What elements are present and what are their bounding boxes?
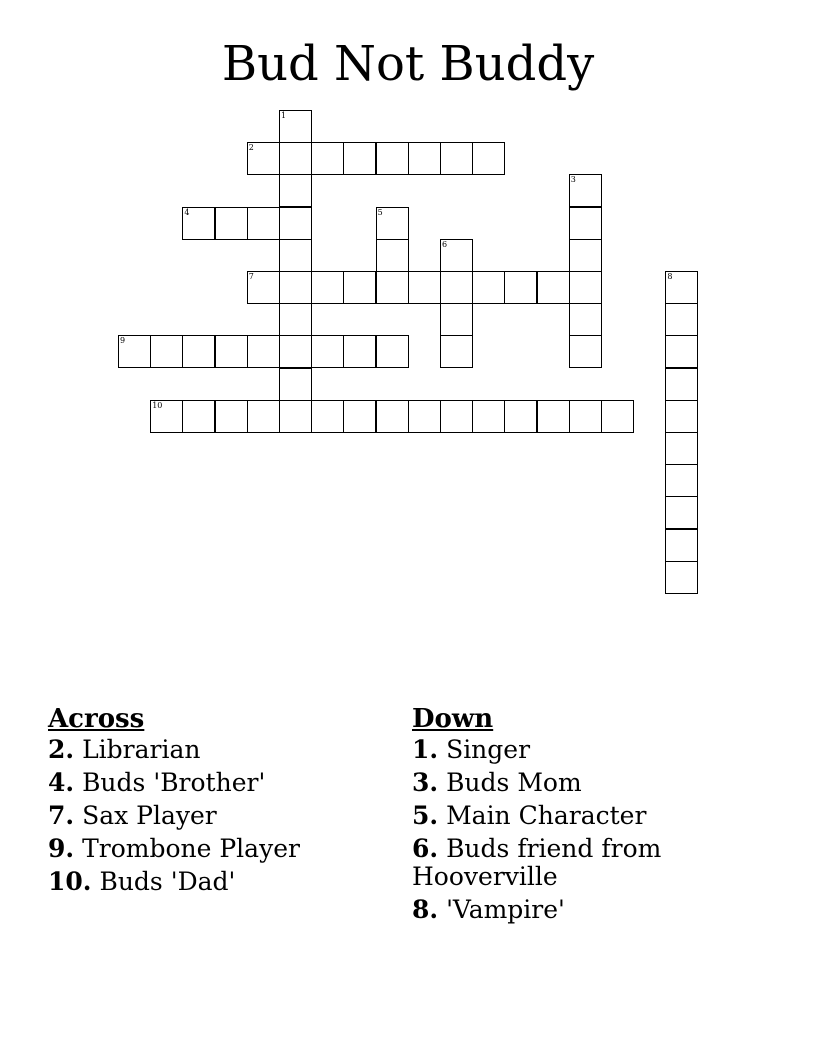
grid-cell[interactable]	[472, 400, 505, 433]
cell-number: 10	[152, 400, 163, 410]
grid-cell[interactable]	[408, 142, 441, 175]
grid-cell[interactable]	[279, 110, 312, 143]
clue-down-8	[412, 896, 752, 924]
grid-cell[interactable]	[665, 496, 698, 529]
grid-cell[interactable]	[665, 303, 698, 336]
grid-cell[interactable]	[408, 400, 441, 433]
grid-cell[interactable]	[665, 400, 698, 433]
grid-cell[interactable]	[472, 271, 505, 304]
grid-cell[interactable]	[665, 432, 698, 465]
grid-cell[interactable]	[215, 335, 248, 368]
grid-cell[interactable]	[665, 529, 698, 562]
clue-number: 2.	[48, 735, 75, 764]
clue-text: 'Vampire'	[446, 895, 565, 924]
grid-cell[interactable]	[182, 335, 215, 368]
grid-cell[interactable]	[311, 400, 344, 433]
cell-number: 9	[120, 336, 126, 346]
grid-cell[interactable]	[343, 142, 376, 175]
clue-down-1	[412, 736, 752, 764]
across-clues	[48, 704, 388, 901]
grid-cell[interactable]	[376, 400, 409, 433]
clue-text: Buds 'Dad'	[99, 867, 236, 896]
grid-cell[interactable]	[279, 271, 312, 304]
grid-cell[interactable]	[343, 335, 376, 368]
clue-number: 5.	[412, 801, 439, 830]
clue-down-6	[412, 835, 752, 891]
grid-cell[interactable]	[569, 271, 602, 304]
grid-cell[interactable]	[215, 207, 248, 240]
grid-cell[interactable]	[569, 335, 602, 368]
grid-cell[interactable]	[665, 368, 698, 401]
grid-cell[interactable]	[569, 239, 602, 272]
grid-cell[interactable]	[247, 142, 280, 175]
cell-number: 4	[184, 207, 190, 217]
clue-text: Trombone Player	[82, 834, 300, 863]
grid-cell[interactable]	[601, 400, 634, 433]
cell-number: 7	[248, 272, 254, 281]
clue-number: 7.	[48, 801, 75, 830]
clue-text: Main Character	[446, 801, 647, 830]
grid-cell[interactable]	[440, 142, 473, 175]
clue-number: 8.	[412, 895, 439, 924]
clue-number: 4.	[48, 768, 75, 797]
clue-text: Buds 'Brother'	[82, 768, 266, 797]
grid-cell[interactable]	[182, 207, 215, 240]
clue-number: 10.	[48, 867, 92, 896]
grid-cell[interactable]	[376, 335, 409, 368]
clue-across-4	[48, 769, 388, 797]
cell-number: 1	[281, 111, 287, 120]
grid-cell[interactable]	[537, 400, 570, 433]
down-heading: Down	[412, 704, 494, 734]
clue-across-7	[48, 802, 388, 830]
grid-cell[interactable]	[440, 271, 473, 304]
grid-cell[interactable]	[408, 271, 441, 304]
grid-cell[interactable]	[279, 303, 312, 336]
grid-cell[interactable]	[376, 207, 409, 240]
clue-number: 3.	[412, 768, 439, 797]
grid-cell[interactable]	[247, 271, 280, 304]
grid-cell[interactable]	[665, 561, 698, 594]
cell-number: 8	[667, 272, 673, 281]
clue-number: 9.	[48, 834, 75, 863]
grid-cell[interactable]	[440, 400, 473, 433]
puzzle-title: Bud Not Buddy	[221, 36, 595, 92]
grid-cell[interactable]	[279, 174, 312, 207]
grid-cell[interactable]	[343, 400, 376, 433]
grid-cell[interactable]	[279, 400, 312, 433]
cell-number: 2	[248, 143, 254, 153]
grid-cell[interactable]	[376, 142, 409, 175]
down-clues	[412, 704, 752, 929]
grid-cell[interactable]	[537, 271, 570, 304]
grid-cell[interactable]	[376, 271, 409, 304]
clue-across-9	[48, 835, 388, 863]
grid-cell[interactable]	[150, 335, 183, 368]
grid-cell[interactable]	[279, 335, 312, 368]
clue-across-10	[48, 868, 388, 896]
grid-cell[interactable]	[118, 335, 151, 368]
grid-cell[interactable]	[665, 271, 698, 304]
clue-text: Singer	[446, 735, 531, 764]
grid-cell[interactable]	[247, 400, 280, 433]
across-heading: Across	[48, 704, 145, 734]
clue-number: 6.	[412, 834, 439, 863]
grid-cell[interactable]	[279, 207, 312, 240]
clue-across-2	[48, 736, 388, 764]
clue-down-5	[412, 802, 752, 830]
grid-cell[interactable]	[343, 271, 376, 304]
clue-down-3	[412, 769, 752, 797]
grid-cell[interactable]	[665, 335, 698, 368]
clue-text: Librarian	[82, 735, 201, 764]
grid-cell[interactable]	[215, 400, 248, 433]
grid-cell[interactable]	[504, 400, 537, 433]
grid-cell[interactable]	[504, 271, 537, 304]
grid-cell[interactable]	[182, 400, 215, 433]
grid-cell[interactable]	[665, 464, 698, 497]
grid-cell[interactable]	[279, 368, 312, 401]
grid-cell[interactable]	[311, 142, 344, 175]
clue-text: Sax Player	[82, 801, 217, 830]
grid-cell[interactable]	[376, 239, 409, 272]
grid-cell[interactable]	[569, 303, 602, 336]
grid-cell[interactable]	[569, 207, 602, 240]
cell-number: 3	[570, 175, 576, 185]
grid-cell[interactable]	[569, 174, 602, 207]
clue-text: Buds Mom	[446, 768, 582, 797]
grid-cell[interactable]	[247, 335, 280, 368]
clue-text: Buds friend from Hooverville	[412, 834, 662, 891]
grid-cell[interactable]	[150, 400, 183, 433]
grid-cell[interactable]	[311, 271, 344, 304]
grid-cell[interactable]	[279, 239, 312, 272]
grid-cell[interactable]	[247, 207, 280, 240]
grid-cell[interactable]	[440, 239, 473, 272]
grid-cell[interactable]	[440, 335, 473, 368]
cell-number: 6	[442, 239, 448, 249]
grid-cell[interactable]	[279, 142, 312, 175]
grid-cell[interactable]	[472, 142, 505, 175]
grid-cell[interactable]	[569, 400, 602, 433]
clue-number: 1.	[412, 735, 439, 764]
grid-cell[interactable]	[311, 335, 344, 368]
grid-cell[interactable]	[440, 303, 473, 336]
cell-number: 5	[377, 207, 383, 217]
